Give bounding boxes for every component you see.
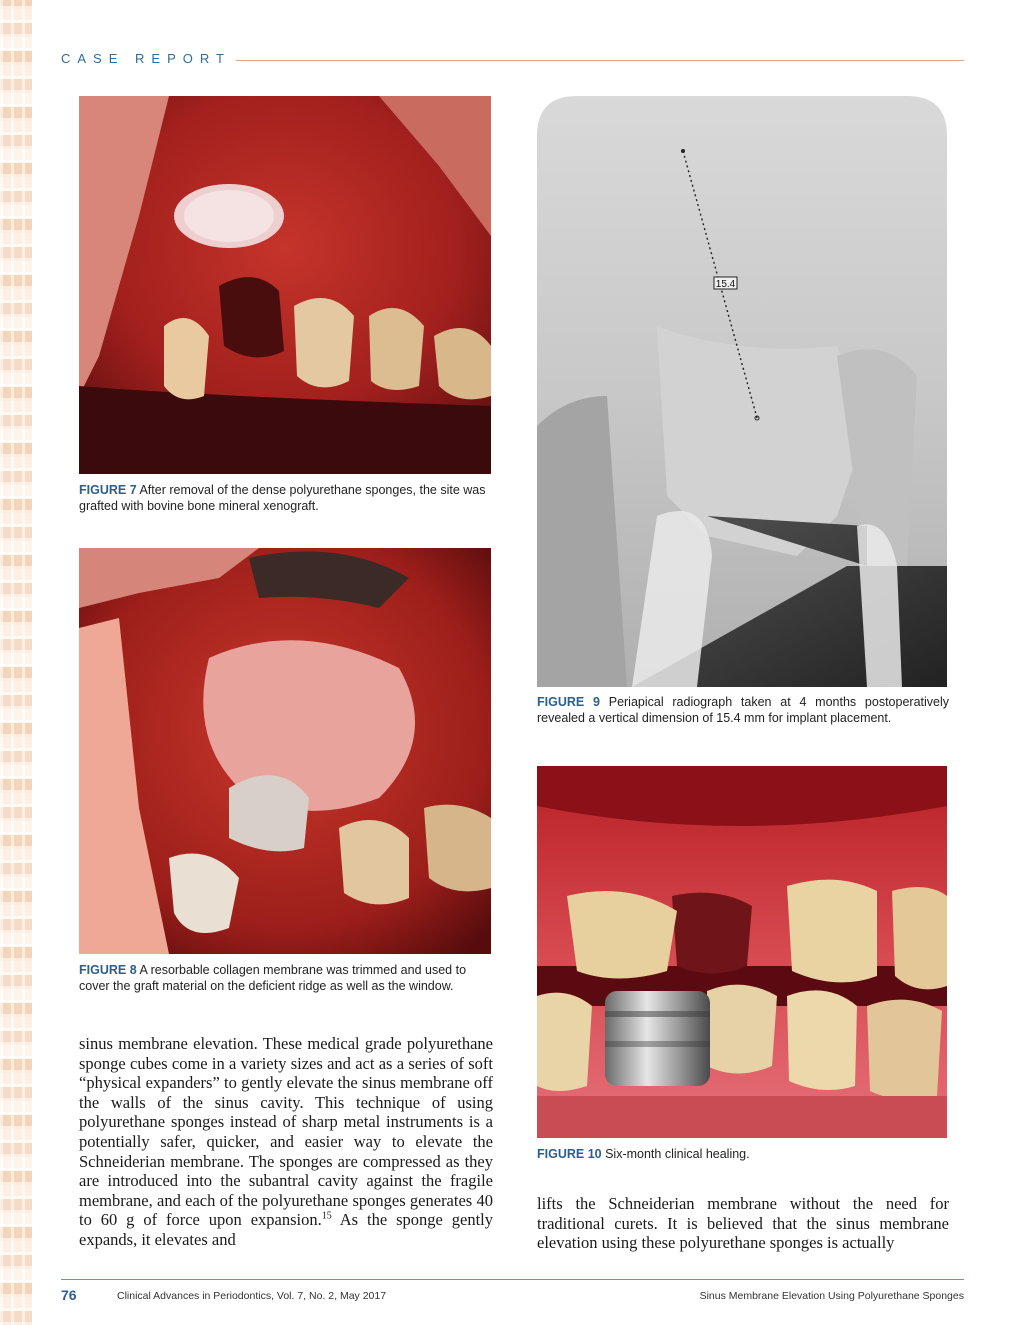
reference-superscript: 15 [321, 1210, 332, 1222]
figure-7-caption [79, 482, 493, 514]
figure-7-photo [79, 96, 491, 474]
figure-10-photo [537, 766, 947, 1138]
figure-9-caption-text: Periapical radiograph taken at 4 months postoperatively revealed a vertical dimension of 15.4 mm for implant placement. [537, 695, 950, 725]
figure-8-caption-text: A resorbable collagen membrane was trimmed and used to cover the graft material on the deficient ridge as well as the window. [79, 963, 467, 993]
figure-9-label: FIGURE 9 [537, 695, 600, 709]
figure-7-caption-text: After removal of the dense polyurethane sponges, the site was grafted with bovine bone mineral xenograft. [79, 483, 486, 513]
figure-8-caption [79, 962, 493, 994]
figure-10-caption-text: Six-month clinical healing. [605, 1147, 750, 1161]
page-number: 76 [61, 1287, 77, 1303]
figure-9-caption [537, 694, 949, 726]
body-text-left [79, 1034, 493, 1250]
figure-10-label: FIGURE 10 [537, 1147, 602, 1161]
figure-7-label: FIGURE 7 [79, 483, 137, 497]
running-head: CASE REPORT [61, 51, 231, 66]
figure-10-caption [537, 1146, 949, 1162]
body-right-paragraph: lifts the Schneiderian membrane without the need for traditional curets. It is believed that the sinus membrane elevation using these polyurethane sponges is actually [537, 1194, 949, 1253]
figure-8-label: FIGURE 8 [79, 963, 137, 977]
figure-8-photo [79, 548, 491, 954]
measurement-label: 15.4 [715, 279, 736, 290]
footer-rule [61, 1279, 964, 1280]
decorative-mosaic-strip [0, 0, 32, 1325]
figure-9-radiograph [537, 96, 947, 687]
header-rule [236, 60, 964, 61]
body-text-right [537, 1194, 949, 1253]
journal-citation: Clinical Advances in Periodontics, Vol. 7, No. 2, May 2017 [117, 1290, 387, 1302]
body-left-paragraph-end: As the sponge gently expands, it elevates and [79, 1210, 493, 1249]
body-left-paragraph: sinus membrane elevation. These medical grade polyurethane sponge cubes come in a variety sizes and act as a series of soft “physical expanders” to gently elevate the sinus membrane off the walls of the sinus cavity. This technique of using polyurethane sponges instead of sharp metal instruments is a potentially safer, quicker, and easier way to elevate the Schneiderian membrane. The sponges are compressed as they are introduced into the subantral cavity against the fragile membrane, and each of the polyurethane sponges generates 40 to 60 g of force upon expansion. [79, 1034, 493, 1230]
footer-article-title: Sinus Membrane Elevation Using Polyurethane Sponges [699, 1290, 964, 1302]
